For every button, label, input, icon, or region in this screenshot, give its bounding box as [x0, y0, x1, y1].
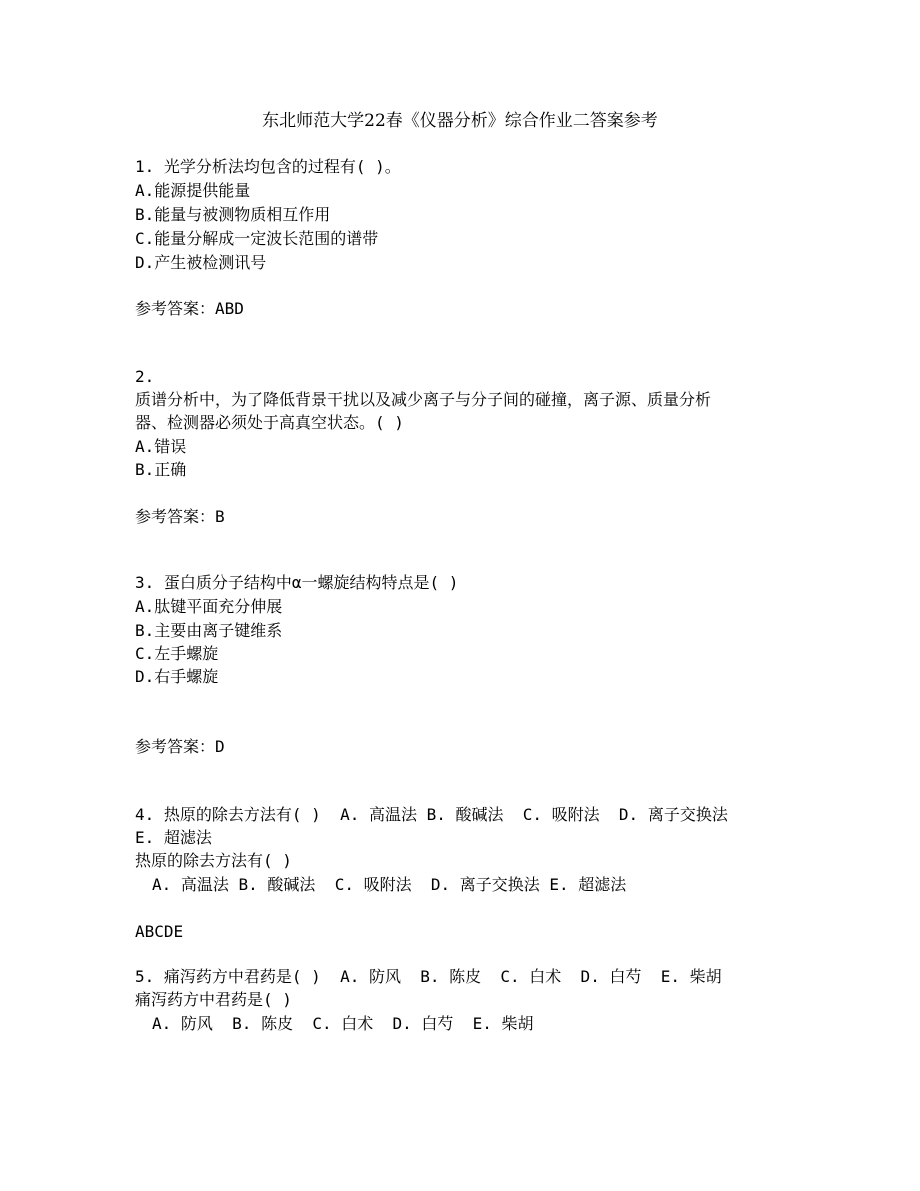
question-2-stem-line-2: 器、检测器必须处于高真空状态。( )	[135, 413, 404, 432]
question-2-number: 2.	[135, 367, 155, 386]
question-2-stem-line-1: 质谱分析中，为了降低背景干扰以及减少离子与分子间的碰撞，离子源、质量分析	[135, 390, 712, 409]
question-3-option-d: D.右手螺旋	[135, 667, 219, 686]
question-3-option-a: A.肽键平面充分伸展	[135, 597, 283, 616]
question-4-stem-line-2: E. 超滤法	[135, 828, 212, 847]
question-4-answer: ABCDE	[135, 922, 184, 941]
question-1-stem: 1. 光学分析法均包含的过程有( )。	[135, 157, 401, 176]
question-3-option-c: C.左手螺旋	[135, 644, 219, 663]
question-1-option-c: C.能量分解成一定波长范围的谱带	[135, 229, 379, 248]
question-1-answer: 参考答案：ABD	[135, 299, 244, 318]
question-1-option-d: D.产生被检测讯号	[135, 253, 267, 272]
question-1-option-a: A.能源提供能量	[135, 181, 251, 200]
question-2-option-a: A.错误	[135, 437, 187, 456]
question-2-option-b: B.正确	[135, 460, 187, 479]
question-5-repeat-line-1: 痛泻药方中君药是( )	[135, 990, 292, 1009]
question-3-answer: 参考答案：D	[135, 737, 225, 756]
question-4-repeat-line-2: A. 高温法 B. 酸碱法 C. 吸附法 D. 离子交换法 E. 超滤法	[152, 875, 627, 894]
question-3-stem: 3. 蛋白质分子结构中α一螺旋结构特点是( )	[135, 573, 459, 592]
question-5-repeat-line-2: A. 防风 B. 陈皮 C. 白术 D. 白芍 E. 柴胡	[152, 1014, 534, 1033]
question-3-option-b: B.主要由离子键维系	[135, 621, 283, 640]
document-title: 东北师范大学22春《仪器分析》综合作业二答案参考	[262, 111, 658, 131]
question-4-stem-line-1: 4. 热原的除去方法有( ) A. 高温法 B. 酸碱法 C. 吸附法 D. 离子交换法	[135, 805, 728, 824]
question-4-repeat-line-1: 热原的除去方法有( )	[135, 851, 292, 870]
question-5-stem: 5. 痛泻药方中君药是( ) A. 防风 B. 陈皮 C. 白术 D. 白芍 E. 柴胡	[135, 967, 722, 986]
question-2-answer: 参考答案：B	[135, 507, 225, 526]
question-1-option-b: B.能量与被测物质相互作用	[135, 205, 331, 224]
